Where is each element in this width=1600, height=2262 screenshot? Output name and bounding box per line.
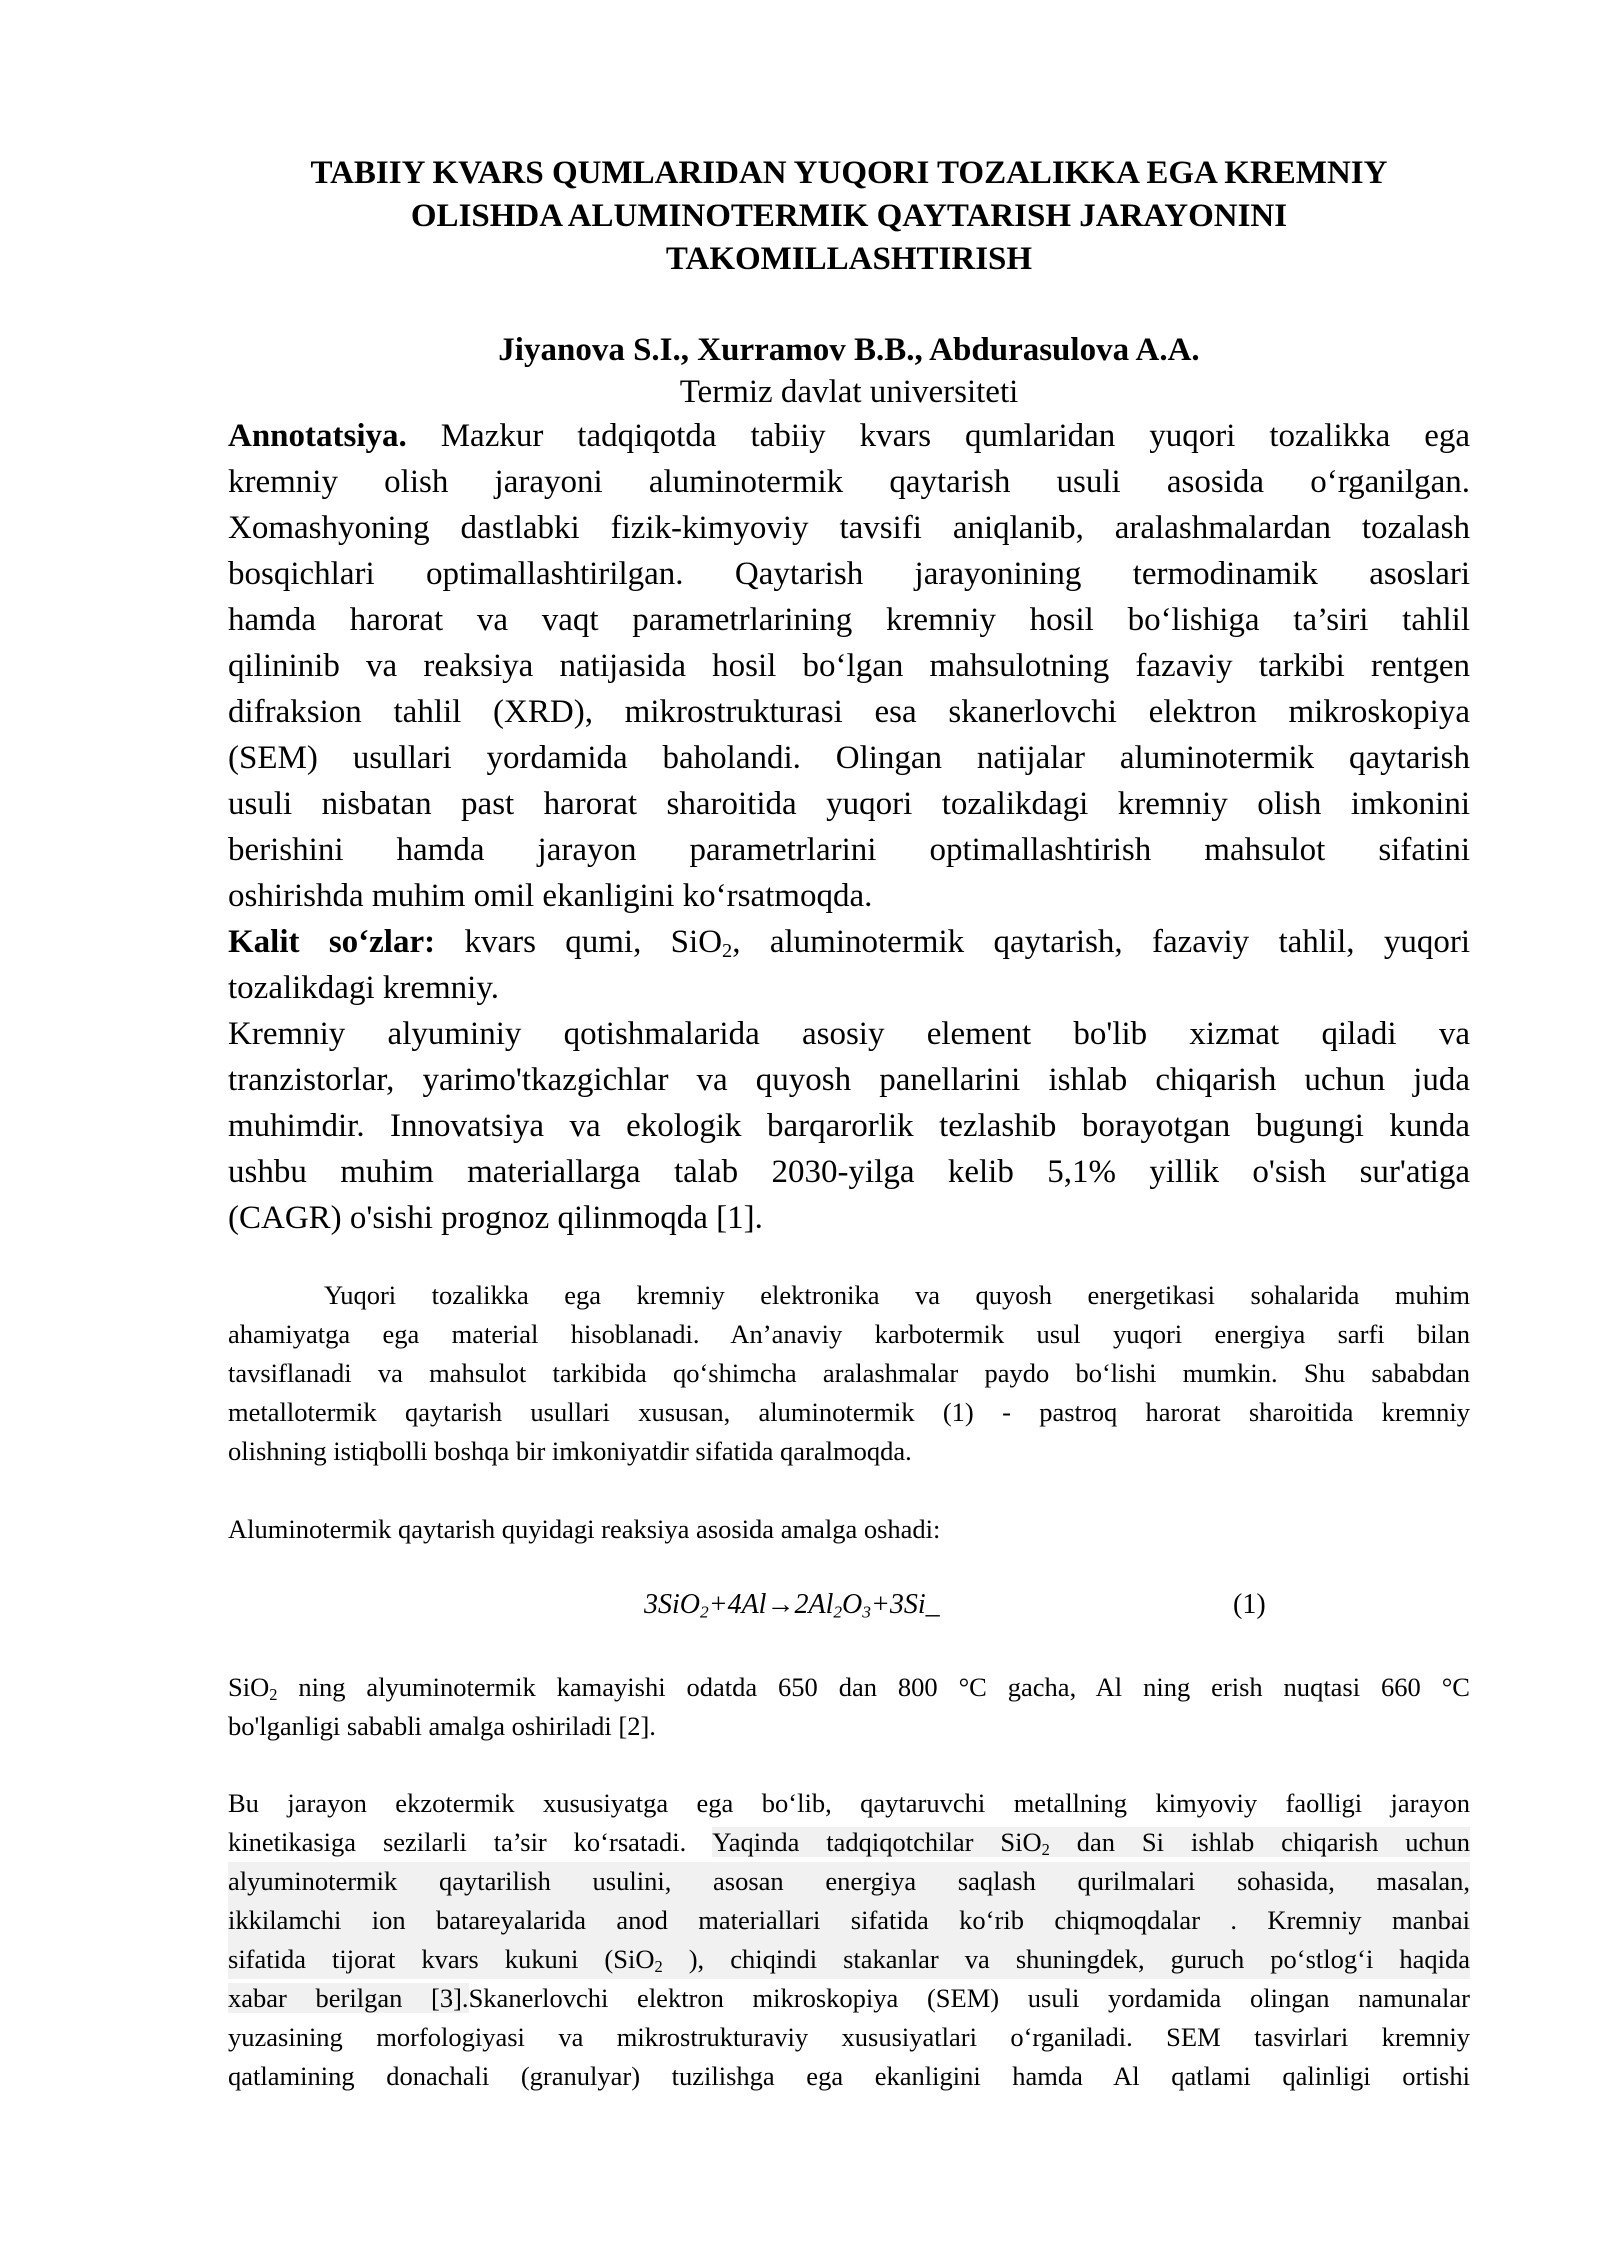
abstract-line: bosqichlari optimallashtirilgan. Qaytarish jarayonining termodinamik asoslari xyxy=(228,556,1470,592)
abstract-line: Xomashyoning dastlabki fizik-kimyoviy tavsifi aniqlanib, aralashmalardan tozalash xyxy=(228,510,1470,546)
abstract-line: hamda harorat va vaqt parametrlarining kremniy hosil bo‘lishiga ta’siri tahlil xyxy=(228,602,1470,638)
abstract-line: qilininib va reaksiya natijasida hosil bo‘lgan mahsulotning fazaviy tarkibi rentgen xyxy=(228,648,1470,684)
abstract-line: usuli nisbatan past harorat sharoitida yuqori tozalikdagi kremniy olish imkonini xyxy=(228,786,1470,822)
title-line: OLISHDA ALUMINOTERMIK QAYTARISH JARAYONINI xyxy=(410,198,1288,234)
paragraph-line: qatlamining donachali (granulyar) tuzilishga ega ekanligini hamda Al qatlami qalinligi ortishi xyxy=(228,2061,1470,2091)
abstract xyxy=(228,413,1470,1241)
paragraph-line: SiO$_2$ ning alyuminotermik kamayishi odatda 650 dan 800 °C gacha, Al ning erish nuqtasi 660 °C xyxy=(228,1672,1470,1705)
abstract-line: berishini hamda jarayon parametrlarini optimallashtirish mahsulot sifatini xyxy=(228,832,1470,868)
intro-line: ushbu muhim materiallarga talab 2030-yilga kelib 5,1% yillik o'sish sur'atiga xyxy=(228,1154,1470,1190)
paragraph-line: Aluminotermik qaytarish quyidagi reaksiya asosida amalga oshadi: xyxy=(228,1514,941,1544)
equation-number: (1) xyxy=(1233,1589,1266,1620)
paper-title xyxy=(228,152,1470,281)
abstract-line: Annotatsiya. Mazkur tadqiqotda tabiiy kvars qumlaridan yuqori tozalikka ega xyxy=(228,418,1470,454)
abstract-line: (SEM) usullari yordamida baholandi. Olingan natijalar aluminotermik qaytarish xyxy=(228,740,1470,776)
keywords-line: tozalikdagi kremniy. xyxy=(228,970,499,1006)
keywords-line: Kalit so‘zlar: kvars qumi, SiO$_2$, aluminotermik qaytarish, fazaviy tahlil, yuqori xyxy=(228,924,1471,963)
abstract-line: difraksion tahlil (XRD), mikrostrukturasi esa skanerlovchi elektron mikroskopiya xyxy=(228,694,1470,730)
paragraph-line: kinetikasiga sezilarli ta’sir ko‘rsatadi. Yaqinda tadqiqotchilar SiO$_2$ dan Si ishlab chiqarish uchun xyxy=(228,1827,1471,1860)
paragraph-line: Yuqori tozalikka ega kremniy elektronika va quyosh energetikasi sohalarida muhim xyxy=(324,1280,1470,1310)
arrow-symbol: → xyxy=(766,1589,795,1620)
paragraph-line: olishning istiqbolli boshqa bir imkoniyatdir sifatida qaralmoqda. xyxy=(228,1436,912,1466)
reaction-intro xyxy=(228,1510,1470,1549)
affiliation: Termiz davlat universiteti xyxy=(679,374,1019,410)
title-line: TABIIY KVARS QUMLARIDAN YUQORI TOZALIKKA EGA KREMNIY xyxy=(310,155,1388,191)
paragraph-line: bo'lganligi sababli amalga oshiriladi [2]. xyxy=(228,1711,656,1741)
abstract-label: Annotatsiya. xyxy=(228,418,407,454)
paragraph-line: tavsiflanadi va mahsulot tarkibida qo‘shimcha aralashmalar paydo bo‘lishi mumkin. Shu sababdan xyxy=(228,1358,1470,1388)
intro-line: Kremniy alyuminiy qotishmalarida asosiy element bo'lib xizmat qiladi va xyxy=(228,1016,1470,1052)
intro-line: muhimdir. Innovatsiya va ekologik barqarorlik tezlashib borayotgan bugungi kunda xyxy=(228,1108,1470,1144)
title-line: TAKOMILLASHTIRISH xyxy=(665,241,1033,277)
abstract-line: kremniy olish jarayoni aluminotermik qaytarish usuli asosida o‘rganilgan. xyxy=(228,464,1470,500)
keywords-label: Kalit so‘zlar: xyxy=(228,924,436,960)
paragraph-line: xabar berilgan [3].Skanerlovchi elektron mikroskopiya (SEM) usuli yordamida olingan namunalar xyxy=(228,1983,1470,2013)
author-list: Jiyanova S.I., Xurramov B.B., Abdurasulova A.A. xyxy=(498,332,1200,368)
paragraph-line: Bu jarayon ekzotermik xususiyatga ega bo‘lib, qaytaruvchi metallning kimyoviy faolligi jarayon xyxy=(228,1788,1470,1818)
paragraph-line: alyuminotermik qaytarilish usulini, asosan energiya saqlash qurilmalari sohasida, masalan, xyxy=(228,1862,1470,1901)
paragraph-line: metallotermik qaytarish usullari xususan, aluminotermik (1) - pastroq harorat sharoitida kremniy xyxy=(228,1397,1470,1427)
highlighted-text: Yaqinda tadqiqotchilar SiO$_2$ dan Si ishlab chiqarish uchun xyxy=(712,1827,1471,1860)
reaction-equation: $3SiO_2+4Al\to 2Al_2O_3+3Si\_$ xyxy=(644,1589,940,1622)
intro-line: (CAGR) o'sishi prognoz qilinmoqda [1]. xyxy=(228,1200,763,1236)
paragraph-line: ikkilamchi ion batareyalarida anod materiallari sifatida ko‘rib chiqmoqdalar . Kremniy manbai xyxy=(228,1901,1470,1940)
paragraph-line: yuzasining morfologiyasi va mikrostrukturaviy xususiyatlari o‘rganiladi. SEM tasvirlari kremniy xyxy=(228,2022,1470,2052)
paragraph-line: ahamiyatga ega material hisoblanadi. An’anaviy karbotermik usul yuqori energiya sarfi bilan xyxy=(228,1319,1470,1349)
intro-line: tranzistorlar, yarimo'tkazgichlar va quyosh panellarini ishlab chiqarish uchun juda xyxy=(228,1062,1470,1098)
paragraph-1 xyxy=(228,1276,1470,1471)
paragraph-line: sifatida tijorat kvars kukuni (SiO$_2$ ), chiqindi stakanlar va shuningdek, guruch po‘stlog‘i haqida xyxy=(228,1940,1470,1979)
abstract-line: oshirishda muhim omil ekanligini ko‘rsatmoqda. xyxy=(228,878,873,914)
paragraph-3 xyxy=(228,1784,1470,2096)
paragraph-2 xyxy=(228,1668,1470,1746)
